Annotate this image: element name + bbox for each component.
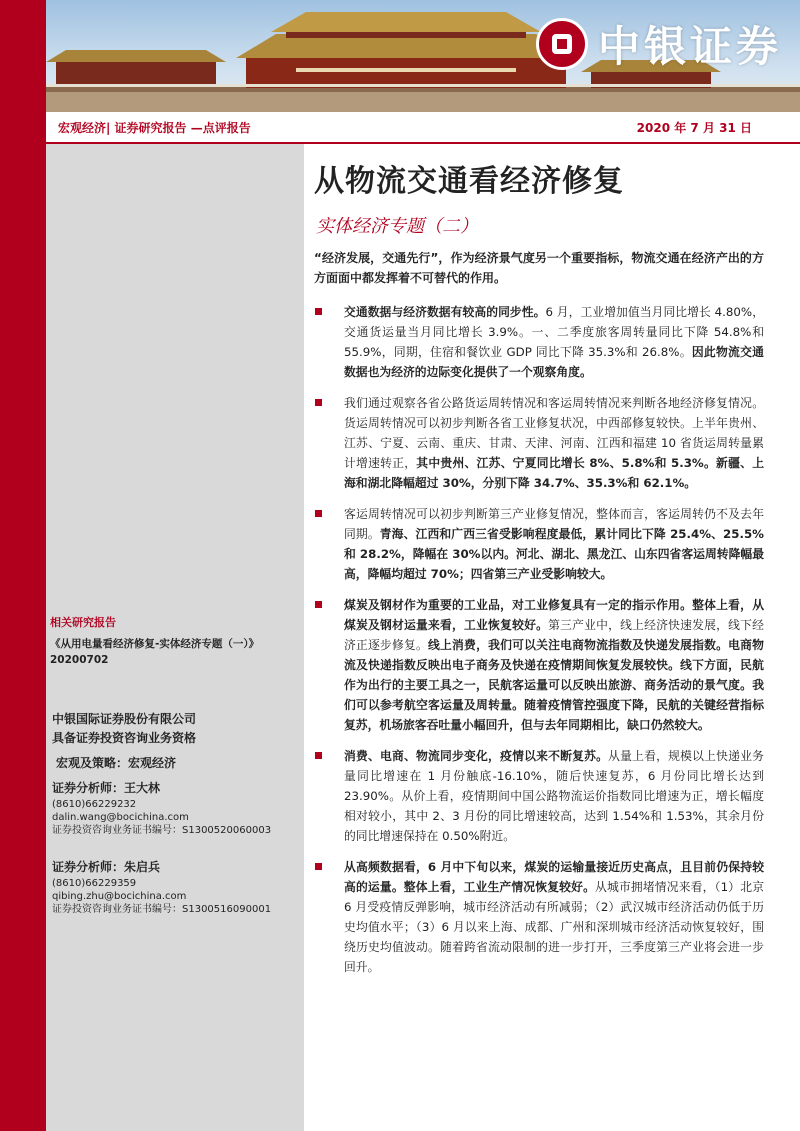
sidebar: [46, 144, 304, 1131]
bullet-square-icon: [315, 752, 322, 759]
analyst-email[interactable]: dalin.wang@bocichina.com: [52, 812, 189, 823]
bullet-item: [314, 504, 764, 584]
bullet-text: 煤炭及钢材作为重要的工业品，对工业修复具有一定的指示作用。整体上看，从煤炭及钢材运量来看，工业恢复较好。: [344, 598, 764, 632]
boc-logo-icon: [536, 18, 588, 70]
analyst-name: 证券分析师：王大林: [52, 781, 161, 795]
strategy-label: 宏观及策略：宏观经济: [56, 756, 177, 770]
analyst-1: [52, 778, 302, 837]
bullet-text: 交通数据与经济数据有较高的同步性。: [344, 305, 546, 319]
report-title: 从物流交通看经济修复: [314, 164, 624, 199]
left-red-bar: [0, 0, 46, 1131]
company-qualification: 具备证券投资咨询业务资格: [52, 731, 197, 745]
company-info: [52, 710, 196, 748]
bullet-item: [314, 302, 764, 382]
analyst-cert: 证券投资咨询业务证书编号：S1300516090001: [52, 904, 272, 915]
bullet-item: [314, 595, 764, 735]
company-name: 中银国际证券股份有限公司: [52, 712, 197, 726]
bullet-text: 青海、江西和广西三省受影响程度最低，累计同比下降 25.4%、25.5%和 28.2%，降幅在 30%以内。河北、湖北、黑龙江、山东四省客运周转降幅最高，降幅均超过 70%；四省第三产业受影响较大。: [344, 527, 764, 581]
report-category: 宏观经济| 证券研究报告 —点评报告: [58, 121, 251, 135]
bullet-square-icon: [315, 863, 322, 870]
bullet-square-icon: [315, 399, 322, 406]
report-intro: “经济发展，交通先行”，作为经济景气度另一个重要指标，物流交通在经济产出的方方面面中都发挥着不可替代的作用。: [314, 251, 764, 285]
bullet-square-icon: [315, 308, 322, 315]
analyst-cert: 证券投资咨询业务证书编号：S1300520060003: [52, 825, 272, 836]
bullet-square-icon: [315, 510, 322, 517]
bullet-text: 线上消费，我们可以关注电商物流指数及快递发展指数。电商物流及快递指数反映出电子商务及快递在疫情期间恢复发展较快。: [344, 638, 764, 672]
bullet-text: 因此物流交通数据也为经济的边际变化提供了一个观察角度。: [344, 345, 764, 379]
bullet-item: [314, 746, 764, 846]
brand-name: 中银证券: [597, 22, 782, 71]
bullet-text: 线下方面，民航作为出行的主要工具之一，民航客运量可以反映出旅游、商务活动的景气度。我们可以参考航空客运量及周转量。随着疫情管控强度下降，民航的关键经营指标复苏，机场旅客吞吐量小幅回升，但与去年同期相比，缺口仍然较大。: [344, 658, 764, 732]
bullet-text: 从量上看，规模以上快递业务量同比增速在 1 月份触底-16.10%，随后快速复苏，6 月份同比增长达到 23.90%。从价上看，疫情期间中国公路物流运价指数同比增速为正，增长幅度相对较小，其中 2、3 月份的同比增速较高，达到 1.54%和 1.53%，其余月份的同比增速保持在 0.50%附近。: [344, 749, 764, 843]
bullet-text: 从高频数据看，6 月中下旬以来，煤炭的运输量接近历史高点，且目前仍保持较高的运量。整体上看，工业生产情况恢复较好。: [344, 860, 764, 894]
analyst-email[interactable]: qibing.zhu@bocichina.com: [52, 891, 187, 902]
key-points-list: [314, 302, 764, 988]
bullet-text: 我们通过观察各省公路货运周转情况和客运周转情况来判断各地经济修复情况。货运周转情况可以初步判断各省工业修复状况，中西部修复较快。上半年贵州、江苏、宁夏、云南、重庆、甘肃、天津、河南、江西和福建 10 省货运周转量累计增速转正，: [344, 396, 764, 470]
report-date: 2020 年 7 月 31 日: [636, 121, 752, 135]
bullet-text: 消费、电商、物流同步变化，疫情以来不断复苏。: [344, 749, 609, 763]
report-subtitle: 实体经济专题（二）: [316, 216, 478, 237]
analyst-2: [52, 857, 302, 916]
brand-logo: [536, 14, 782, 74]
related-report-link[interactable]: 《从用电量看经济修复-实体经济专题（一）》20200702: [50, 638, 260, 666]
analyst-phone: (8610)66229232: [52, 799, 137, 810]
report-header-line: [46, 112, 800, 144]
header-banner: [46, 0, 800, 112]
analyst-name: 证券分析师：朱启兵: [52, 860, 161, 874]
bullet-text: 6 月，工业增加值当月同比增长 4.80%，交通货运量当月同比增长 3.9%。一、二季度旅客周转量同比下降 54.8%和 55.9%，同期，住宿和餐饮业 GDP 同比下降 35.3%和 26.8%。: [344, 305, 764, 359]
analyst-phone: (8610)66229359: [52, 878, 137, 889]
bullet-text: 其中贵州、江苏、宁夏同比增长 8%、5.8%和 5.3%。新疆、上海和湖北降幅超过 30%，分别下降 34.7%、35.3%和 62.1%。: [344, 456, 764, 490]
related-reports-title: 相关研究报告: [50, 616, 116, 629]
bullet-text: 第三产业中，线上经济快速发展，线下经济正逐步修复。: [344, 618, 764, 652]
bullet-square-icon: [315, 601, 322, 608]
bullet-text: 从城市拥堵情况来看，（1）北京 6 月受疫情反弹影响，城市经济活动有所减弱；（2）武汉城市经济活动仍低于历史均值水平；（3）6 月以来上海、成都、广州和深圳城市经济活动恢复较好，围绕历史均值波动。随着跨省流动限制的进一步打开，三季度第三产业将会进一步回升。: [344, 880, 764, 974]
bullet-item: [314, 857, 764, 977]
bullet-item: [314, 393, 764, 493]
bullet-text: 客运周转情况可以初步判断第三产业修复情况，整体而言，客运周转仍不及去年同期。: [344, 507, 764, 541]
